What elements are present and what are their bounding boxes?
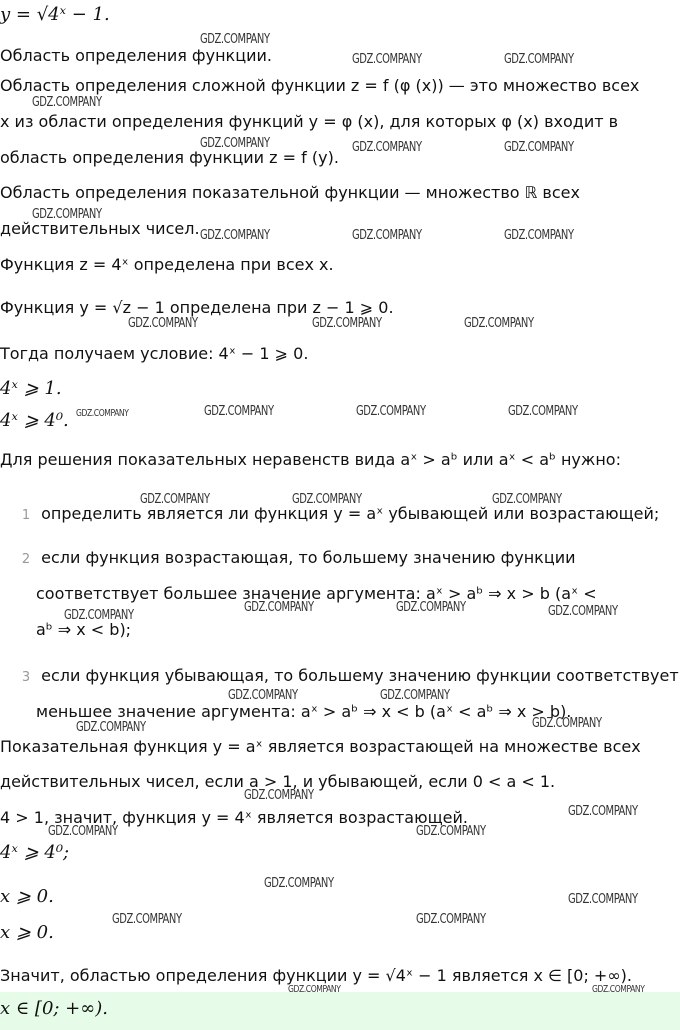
- watermark: GDZ.COMPANY: [32, 207, 102, 222]
- math-line: x ⩾ 0.: [0, 922, 54, 943]
- watermark: GDZ.COMPANY: [292, 492, 362, 507]
- watermark: GDZ.COMPANY: [288, 984, 341, 995]
- list-text: определить является ли функция y = aˣ убывающей или возрастающей;: [41, 504, 660, 523]
- watermark: GDZ.COMPANY: [548, 604, 618, 619]
- watermark: GDZ.COMPANY: [568, 804, 638, 819]
- paragraph-line: действительных чисел, если a > 1, и убывающей, если 0 < a < 1.: [0, 772, 556, 791]
- list-text-continued: меньшее значение аргумента: aˣ > aᵇ ⇒ x < b (aˣ < aᵇ ⇒ x > b).: [36, 702, 572, 721]
- paragraph-line: Область определения показательной функции — множество ℝ всех: [0, 183, 580, 202]
- function-expression: y = √4ˣ − 1.: [0, 4, 110, 25]
- watermark: GDZ.COMPANY: [64, 608, 134, 623]
- paragraph-line: Функция z = 4ˣ определена при всех x.: [0, 255, 334, 274]
- watermark: GDZ.COMPANY: [140, 492, 210, 507]
- watermark: GDZ.COMPANY: [352, 52, 422, 67]
- watermark: GDZ.COMPANY: [264, 876, 334, 891]
- paragraph-line: область определения функции z = f (y).: [0, 148, 339, 167]
- watermark: GDZ.COMPANY: [508, 404, 578, 419]
- watermark: GDZ.COMPANY: [416, 824, 486, 839]
- list-text: если функция убывающая, то большему значению функции соответствует: [41, 666, 679, 685]
- list-text-continued: aᵇ ⇒ x < b);: [36, 620, 132, 639]
- watermark: GDZ.COMPANY: [356, 404, 426, 419]
- list-number: 1: [21, 508, 31, 523]
- paragraph-line: Тогда получаем условие: 4ˣ − 1 ⩾ 0.: [0, 344, 309, 363]
- watermark: GDZ.COMPANY: [76, 408, 129, 419]
- list-number: 2: [21, 552, 31, 567]
- watermark: GDZ.COMPANY: [504, 52, 574, 67]
- list-text: если функция возрастающая, то большему значению функции: [41, 548, 576, 567]
- paragraph-line: Показательная функция y = aˣ является возрастающей на множестве всех: [0, 737, 641, 756]
- answer-box: [0, 992, 680, 1030]
- watermark: GDZ.COMPANY: [200, 136, 270, 151]
- watermark: GDZ.COMPANY: [352, 228, 422, 243]
- list-text-continued: соответствует большее значение аргумента: aˣ > aᵇ ⇒ x > b (aˣ <: [36, 584, 597, 603]
- paragraph-line: действительных чисел.: [0, 219, 200, 238]
- watermark: GDZ.COMPANY: [244, 600, 314, 615]
- watermark: GDZ.COMPANY: [504, 140, 574, 155]
- list-item: [0, 666, 679, 685]
- watermark: GDZ.COMPANY: [532, 716, 602, 731]
- watermark: GDZ.COMPANY: [128, 316, 198, 331]
- paragraph-line: 4 > 1, значит, функция y = 4ˣ является возрастающей.: [0, 808, 468, 827]
- conclusion-line: Значит, областью определения функции y = √4ˣ − 1 является x ∈ [0; +∞).: [0, 966, 632, 985]
- watermark: GDZ.COMPANY: [504, 228, 574, 243]
- watermark: GDZ.COMPANY: [228, 688, 298, 703]
- paragraph-line: Для решения показательных неравенств вида aˣ > aᵇ или aˣ < aᵇ нужно:: [0, 450, 621, 469]
- math-line: 4ˣ ⩾ 4⁰.: [0, 410, 69, 431]
- watermark: GDZ.COMPANY: [244, 788, 314, 803]
- watermark: GDZ.COMPANY: [492, 492, 562, 507]
- watermark: GDZ.COMPANY: [416, 912, 486, 927]
- answer-text: x ∈ [0; +∞).: [0, 998, 108, 1019]
- math-line: 4ˣ ⩾ 1.: [0, 378, 62, 399]
- paragraph-line: Функция y = √z − 1 определена при z − 1 ⩾ 0.: [0, 298, 394, 317]
- watermark: GDZ.COMPANY: [204, 404, 274, 419]
- list-item: [0, 548, 576, 567]
- watermark: GDZ.COMPANY: [112, 912, 182, 927]
- math-line: x ⩾ 0.: [0, 886, 54, 907]
- watermark: GDZ.COMPANY: [380, 688, 450, 703]
- watermark: GDZ.COMPANY: [200, 32, 270, 47]
- math-line: 4ˣ ⩾ 4⁰;: [0, 842, 70, 863]
- section-heading: Область определения функции.: [0, 46, 272, 65]
- watermark: GDZ.COMPANY: [200, 228, 270, 243]
- list-number: 3: [21, 670, 31, 685]
- watermark: GDZ.COMPANY: [312, 316, 382, 331]
- watermark: GDZ.COMPANY: [48, 824, 118, 839]
- watermark: GDZ.COMPANY: [568, 892, 638, 907]
- watermark: GDZ.COMPANY: [352, 140, 422, 155]
- watermark: GDZ.COMPANY: [396, 600, 466, 615]
- watermark: GDZ.COMPANY: [592, 984, 645, 995]
- watermark: GDZ.COMPANY: [32, 95, 102, 110]
- paragraph-line: Область определения сложной функции z = f (φ (x)) — это множество всех: [0, 76, 640, 95]
- watermark: GDZ.COMPANY: [464, 316, 534, 331]
- paragraph-line: x из области определения функций y = φ (x), для которых φ (x) входит в: [0, 112, 619, 131]
- watermark: GDZ.COMPANY: [76, 720, 146, 735]
